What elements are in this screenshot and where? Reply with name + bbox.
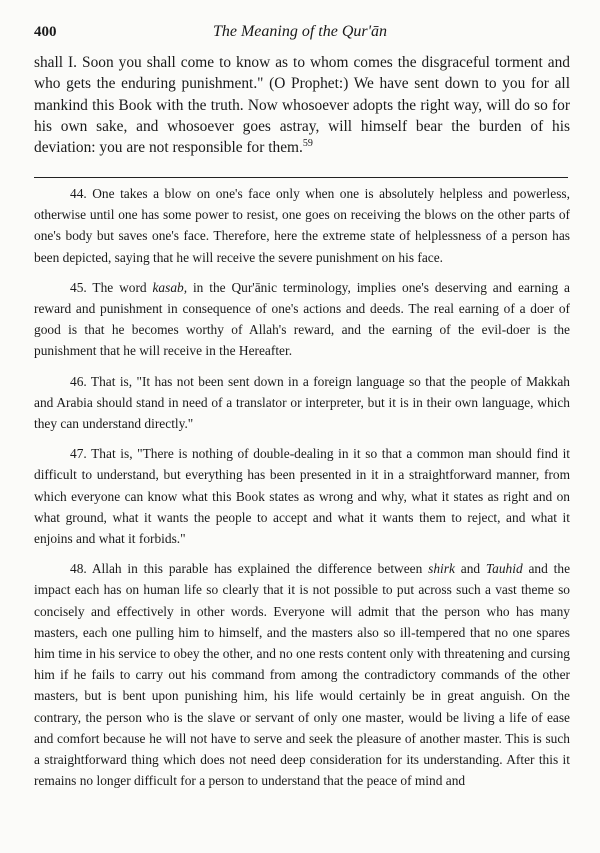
footnote-44 <box>34 183 570 268</box>
footnote-number: 47. <box>70 446 87 462</box>
footnote-number: 44. <box>70 186 87 201</box>
term-shirk: shirk <box>428 561 455 577</box>
footnote-ref: 59 <box>302 138 313 150</box>
footnote-number: 45. <box>70 279 87 295</box>
footnote-number: 48. <box>70 561 87 577</box>
footnote-text: That is, "It has not been sent down in a foreign language so that the people of Makkah and Arabia should stand in need of a translator or interpreter, but it is in their own language, which they can understand directly." <box>34 373 570 432</box>
footnote-45 <box>34 277 570 362</box>
footnote-text: The word <box>92 279 153 295</box>
footnote-text: That is, "There is nothing of double-dealing in it so that a common man should find it difficult to understand, but everything has been presented in it in a straightforward manner, from which everyone can know what this Book states as wrong and why, what it states as right and on what ground, what it wants the people to accept and what it wants them to reject, and what it enjoins and what it forbids." <box>34 446 571 547</box>
main-text <box>34 52 570 158</box>
running-title: The Meaning of the Qur'ān <box>212 23 388 40</box>
footnotes <box>34 183 570 800</box>
footnote-48 <box>34 558 570 791</box>
page-number: 400 <box>34 24 57 40</box>
main-text-body: shall I. Soon you shall come to know as to whom comes the disgraceful torment and who gets the enduring punishment." (O Prophet:) We have sent down to you for all mankind this Book with the truth. Now whosoever adopts the right way, will do so for his own sake, and whosoever goes astray, will himself bear the burden of his deviation: you are not responsible for them. <box>34 54 570 157</box>
footnote-text: and <box>454 561 486 577</box>
footnote-text: and the impact each has on human life so clearly that it is not possible to put across such a vast theme so concisely and effectively in other words. Everyone will admit that the person who has many masters, each one pulling him to himself, and the masters also so ill-tempered that no one spares him time in his service to obey the other, and no one rests content only with threatening and cursing him if he fails to carry out his command from among the contradictory commands of the other masters, but is bent upon punishing him, his life would certainly be in great anguish. On the contrary, the person who is the slave or servant of only one master, would be living a life of ease and comfort because he will not have to serve and seek the pleasure of another master. This is such a straightforward thing which does not need deep consideration for its understanding. After this it remains no longer difficult for a person to understand that the peace of mind and <box>34 561 571 789</box>
footnote-number: 46. <box>70 373 87 389</box>
footnote-divider <box>34 177 568 178</box>
footnote-text: One takes a blow on one's face only when one is absolutely helpless and powerless, otherwise until one has some power to resist, one goes on receiving the blows on the other parts of one's body but saves one's face. Therefore, here the extreme state of helplessness of a person has been depicted, saying that he will receive the severe punishment on his face. <box>34 186 570 265</box>
term-kasab: kasab, <box>152 279 188 295</box>
footnote-46 <box>34 371 570 435</box>
term-tauhid: Tauhid <box>485 561 523 577</box>
footnote-text: Allah in this parable has explained the difference between <box>91 561 429 577</box>
footnote-text: in the Qur'ānic terminology, implies one's deserving and earning a reward and punishment in consequence of one's actions and deeds. The real earning of a doer of good is that he becomes worthy of Allah's reward, and the earning of the evil-doer is the punishment that he will receive in the Hereafter. <box>34 279 570 359</box>
footnote-47 <box>34 443 570 549</box>
